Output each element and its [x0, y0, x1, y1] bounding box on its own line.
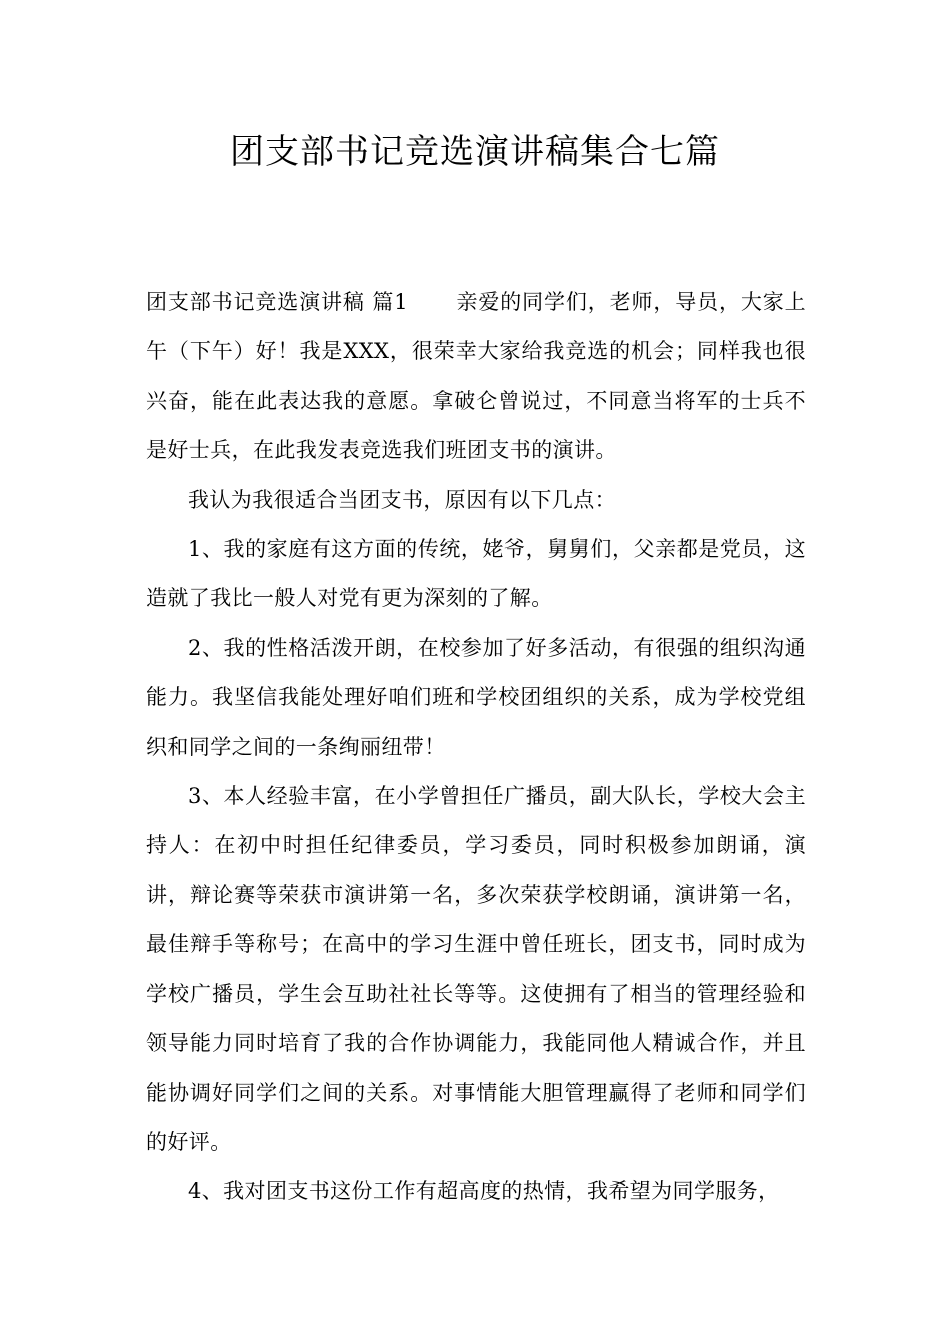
- intro-text: 亲爱的同学们，老师，导员，大家上午（下午）好！我是XXX，很荣幸大家给我竞选的机会；同样我也很兴奋，能在此表达我的意愿。拿破仑曾说过，不同意当将军的士兵不是好士兵，在此我发表竞选我们班团支书的演讲。: [146, 290, 806, 463]
- paragraph-reason-1: 1、我的家庭有这方面的传统，姥爷，舅舅们，父亲都是党员，这造就了我比一般人对党有更为深刻的了解。: [146, 537, 806, 611]
- paragraph-intro: [146, 278, 806, 476]
- document-title: 团支部书记竞选演讲稿集合七篇: [230, 132, 720, 172]
- paragraph-reason-4: 4、我对团支书这份工作有超高度的热情，我希望为同学服务，: [188, 1179, 780, 1204]
- section-heading: 团支部书记竞选演讲稿 篇1: [146, 290, 408, 314]
- paragraph-reasons-intro: 我认为我很适合当团支书，原因有以下几点：: [188, 487, 616, 512]
- document-body: [146, 278, 806, 1217]
- paragraph-reason-2: 2、我的性格活泼开朗，在校参加了好多活动，有很强的组织沟通能力。我坚信我能处理好咱们班和学校团组织的关系，成为学校党组织和同学之间的一条绚丽纽带！: [146, 635, 806, 759]
- paragraph-reason-3: 3、本人经验丰富，在小学曾担任广播员，副大队长，学校大会主持人：在初中时担任纪律委员，学习委员，同时积极参加朗诵，演讲，辩论赛等荣获市演讲第一名，多次荣获学校朗诵，演讲第一名，最佳辩手等称号；在高中的学习生涯中曾任班长，团支书，同时成为学校广播员，学生会互助社社长等等。这使拥有了相当的管理经验和领导能力同时培育了我的合作协调能力，我能同他人精诚合作，并且能协调好同学们之间的关系。对事情能大胆管理赢得了老师和同学们的好评。: [146, 784, 806, 1154]
